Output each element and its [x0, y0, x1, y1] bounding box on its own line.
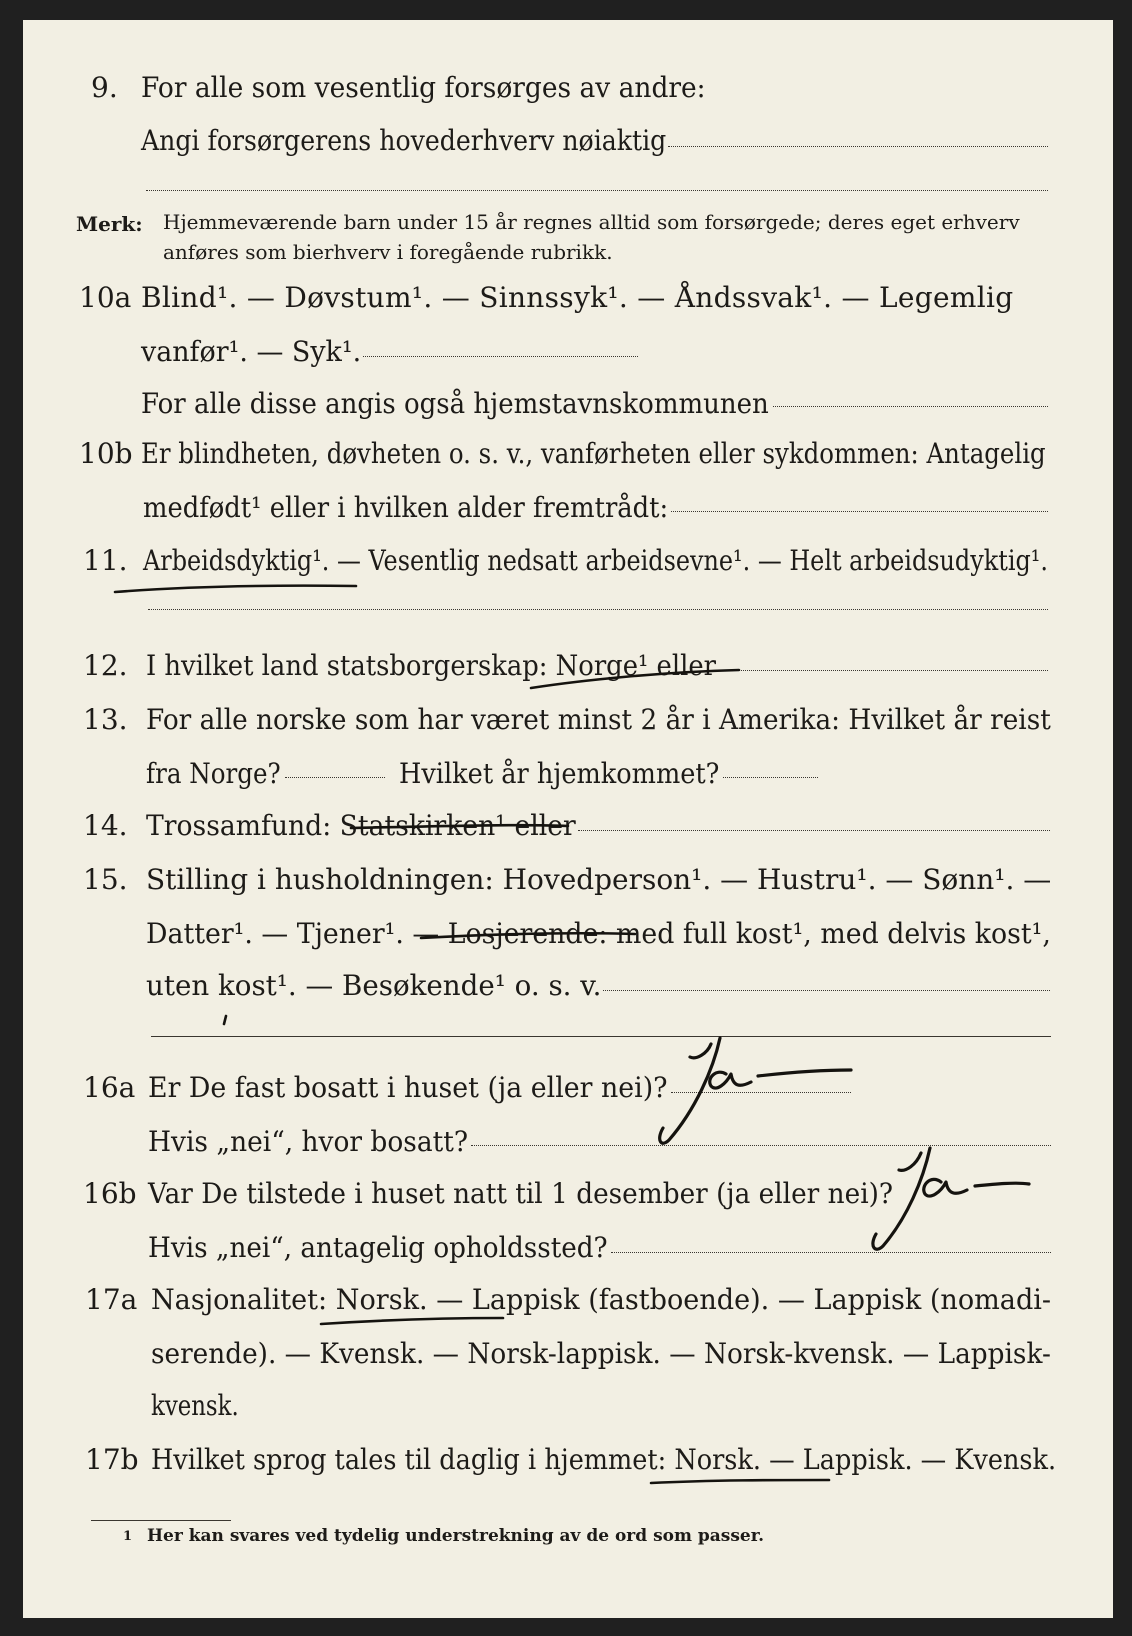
question-11-line-1: Arbeidsdyktig¹. — Vesentlig nedsatt arbeidsevne¹. — Helt arbeidsudyktig¹. [143, 544, 1048, 577]
question-17a-number: 17a [85, 1283, 138, 1316]
question-16b-line-2: Hvis „nei“, antagelig opholdssted? [148, 1231, 608, 1264]
question-13-line-2a: fra Norge? [146, 757, 281, 790]
question-17b-line-1: Hvilket sprog tales til daglig i hjemmet: Norsk. — Lappisk. — Kvensk. [151, 1443, 1057, 1476]
underline-norge [531, 670, 739, 688]
underline-arbeidsdyktig [115, 586, 356, 592]
question-16a-line-2: Hvis „nei“, hvor bosatt? [148, 1125, 468, 1158]
question-12-number: 12. [83, 649, 128, 682]
question-14-number: 14. [83, 809, 128, 842]
question-16b-line-1: Var De tilstede i huset natt til 1 desember (ja eller nei)? [148, 1177, 894, 1210]
footnote-text: Her kan svares ved tydelig understrekning av de ord som passer. [147, 1526, 765, 1546]
question-9-line-1: For alle som vesentlig forsørges av andre: [141, 71, 706, 104]
question-10a-line-1: Blind¹. — Døvstum¹. — Sinnssyk¹. — Åndssvak¹. — Legemlig [141, 281, 1014, 314]
question-10a-number: 10a [79, 281, 132, 314]
question-10a-line-3: For alle disse angis også hjemstavnskommunen [141, 387, 769, 420]
census-form-page [23, 20, 1113, 1618]
question-11-number: 11. [83, 544, 128, 577]
question-15-line-2: Datter¹. — Tjener¹. — Losjerende: med full kost¹, med delvis kost¹, [146, 917, 1051, 950]
question-15-number: 15. [83, 863, 128, 896]
question-10b-line-1: Er blindheten, døvheten o. s. v., vanførheten eller sykdommen: Antagelig [141, 437, 1046, 470]
question-10b-line-2: medfødt¹ eller i hvilken alder fremtrådt: [143, 491, 669, 524]
question-17a-line-3: kvensk. [151, 1389, 239, 1422]
question-14-line-1: Trossamfund: Statskirken¹ eller [146, 809, 576, 842]
underline-norsk-17b [651, 1480, 829, 1483]
question-10b-number: 10b [79, 437, 133, 470]
question-9-number: 9. [91, 71, 118, 104]
question-16b-number: 16b [83, 1177, 137, 1210]
question-13-number: 13. [83, 703, 128, 736]
handwritten-answer-16a [660, 1038, 851, 1143]
question-17b-number: 17b [85, 1443, 139, 1476]
handwriting-layer [23, 20, 1113, 1618]
underline-statskirken [351, 825, 568, 828]
question-12-line-1: I hvilket land statsborgerskap: Norge¹ eller [146, 649, 716, 682]
question-16a-line-1: Er De fast bosatt i huset (ja eller nei)? [148, 1071, 668, 1104]
tick-mark [224, 1016, 226, 1024]
handwritten-answer-16b [873, 1148, 1029, 1249]
question-13-line-2b: Hvilket år hjemkommet? [399, 757, 720, 790]
question-10a-line-2: vanfør¹. — Syk¹. [141, 335, 362, 368]
question-15-line-1: Stilling i husholdningen: Hovedperson¹. — Hustru¹. — Sønn¹. — [146, 863, 1052, 896]
underline-norsk [321, 1318, 503, 1324]
question-16a-number: 16a [83, 1071, 136, 1104]
note-line-2: anføres som bierhverv i foregående rubrikk. [163, 240, 613, 264]
footnote-mark: 1 [123, 1529, 133, 1544]
note-label: Merk: [76, 212, 143, 236]
question-17a-line-1: Nasjonalitet: Norsk. — Lappisk (fastboende). — Lappisk (nomadi- [151, 1283, 1052, 1316]
question-9-line-2: Angi forsørgerens hovederhverv nøiaktig [141, 124, 667, 157]
question-15-line-3: uten kost¹. — Besøkende¹ o. s. v. [146, 969, 602, 1002]
question-13-line-1: For alle norske som har været minst 2 år i Amerika: Hvilket år reist [146, 703, 1051, 736]
question-17a-line-2: serende). — Kvensk. — Norsk-lappisk. — Norsk-kvensk. — Lappisk- [151, 1337, 1051, 1370]
underline-losjerende [421, 933, 635, 938]
note-line-1: Hjemmeværende barn under 15 år regnes alltid som forsørgede; deres eget erhverv [163, 210, 1020, 234]
